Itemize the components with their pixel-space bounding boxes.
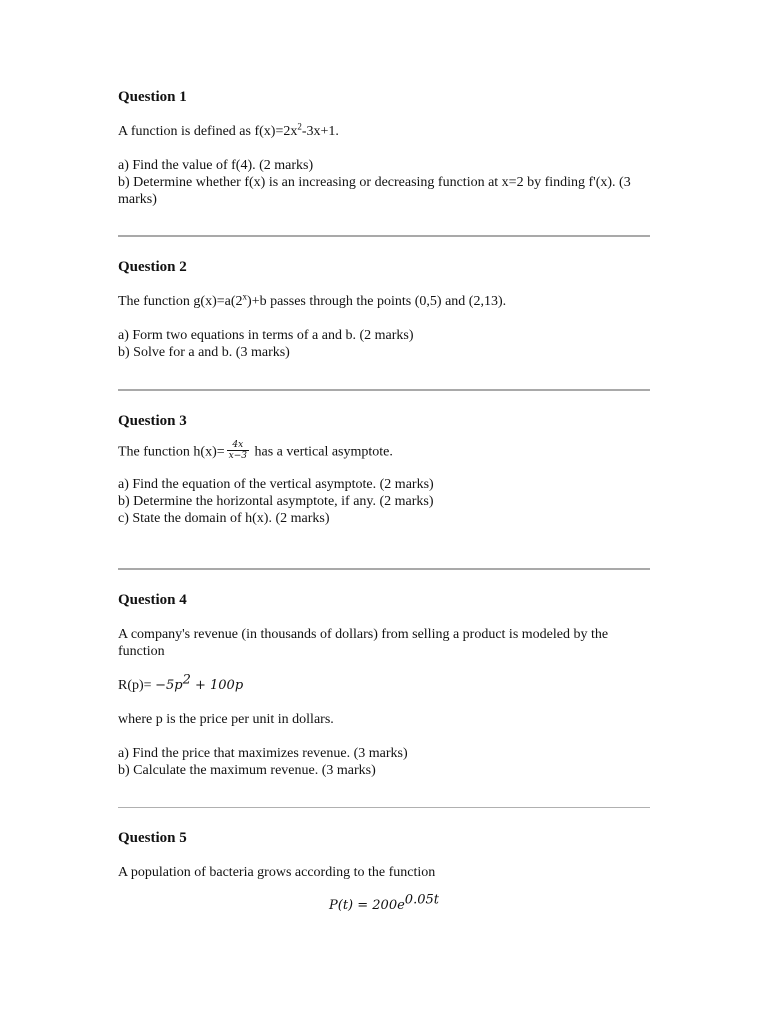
question-2-exponent: x <box>242 291 248 302</box>
question-2-intro <box>118 293 650 310</box>
question-4-formula-term-b: + 100p <box>190 678 244 693</box>
question-1-part-a: a) Find the value of f(4). (2 marks) <box>118 158 314 173</box>
question-3-part-c: c) State the domain of h(x). (2 marks) <box>118 511 330 526</box>
question-4-parts <box>118 745 650 779</box>
divider-1 <box>118 235 650 237</box>
question-3-part-b: b) Determine the horizontal asymptote, if any. (2 marks) <box>118 494 434 509</box>
question-1-exponent: 2 <box>297 121 302 132</box>
question-3-intro <box>118 442 650 463</box>
question-5-formula <box>118 892 650 914</box>
question-2-parts <box>118 327 650 361</box>
question-2-part-b: b) Solve for a and b. (3 marks) <box>118 345 290 360</box>
question-1-intro-prefix: A function is defined as f(x)=2x <box>118 124 298 139</box>
divider-3 <box>118 568 650 570</box>
question-2-intro-prefix: The function g(x)=a(2 <box>118 294 243 309</box>
question-1 <box>118 88 650 208</box>
fraction-denominator: x−3 <box>228 451 247 461</box>
question-4-intro-line-1: A company's revenue (in thousands of dollars) from selling a product is modeled by the <box>118 627 609 642</box>
question-3-fraction <box>227 440 249 461</box>
question-4-formula <box>118 672 650 694</box>
question-4-where: where p is the price per unit in dollars. <box>118 712 334 727</box>
question-1-title: Question 1 <box>118 89 187 105</box>
question-1-part-b-cont: marks) <box>118 192 157 207</box>
question-4-intro-line-2: function <box>118 644 165 659</box>
question-4-formula-prefix: R(p)= <box>118 678 156 693</box>
question-2-part-a: a) Form two equations in terms of a and b. (2 marks) <box>118 328 414 343</box>
question-4-formula-term-a: −5p <box>155 678 183 693</box>
question-2 <box>118 258 650 361</box>
question-4-part-b: b) Calculate the maximum revenue. (3 marks) <box>118 763 376 778</box>
question-2-title: Question 2 <box>118 259 187 275</box>
question-5 <box>118 829 650 914</box>
question-3-intro-prefix: The function h(x)= <box>118 444 225 460</box>
fraction-numerator: 4x <box>232 440 244 450</box>
question-5-formula-base: P(t) = 200e <box>329 898 405 913</box>
question-3-part-a: a) Find the equation of the vertical asymptote. (2 marks) <box>118 477 434 492</box>
question-3-title: Question 3 <box>118 413 187 429</box>
divider-4 <box>118 807 650 808</box>
question-3-intro-suffix: has a vertical asymptote. <box>250 444 393 460</box>
divider-2 <box>118 389 650 391</box>
question-2-intro-suffix: )+b passes through the points (0,5) and (2,13). <box>247 294 507 309</box>
question-3 <box>118 412 650 527</box>
question-1-part-b: b) Determine whether f(x) is an increasing or decreasing function at x=2 by finding f'(x). (3 <box>118 175 631 190</box>
question-5-formula-exponent: 0.05t <box>404 892 439 908</box>
question-4-formula-exponent: 2 <box>182 672 191 688</box>
question-1-intro <box>118 123 650 140</box>
question-1-intro-suffix: -3x+1. <box>301 124 339 139</box>
question-4-title: Question 4 <box>118 592 187 608</box>
question-5-title: Question 5 <box>118 830 187 846</box>
question-4-intro <box>118 626 650 660</box>
question-4 <box>118 591 650 779</box>
question-5-intro: A population of bacteria grows according to the function <box>118 865 436 880</box>
question-4-part-a: a) Find the price that maximizes revenue. (3 marks) <box>118 746 408 761</box>
question-1-parts <box>118 157 650 208</box>
question-3-parts <box>118 476 650 527</box>
